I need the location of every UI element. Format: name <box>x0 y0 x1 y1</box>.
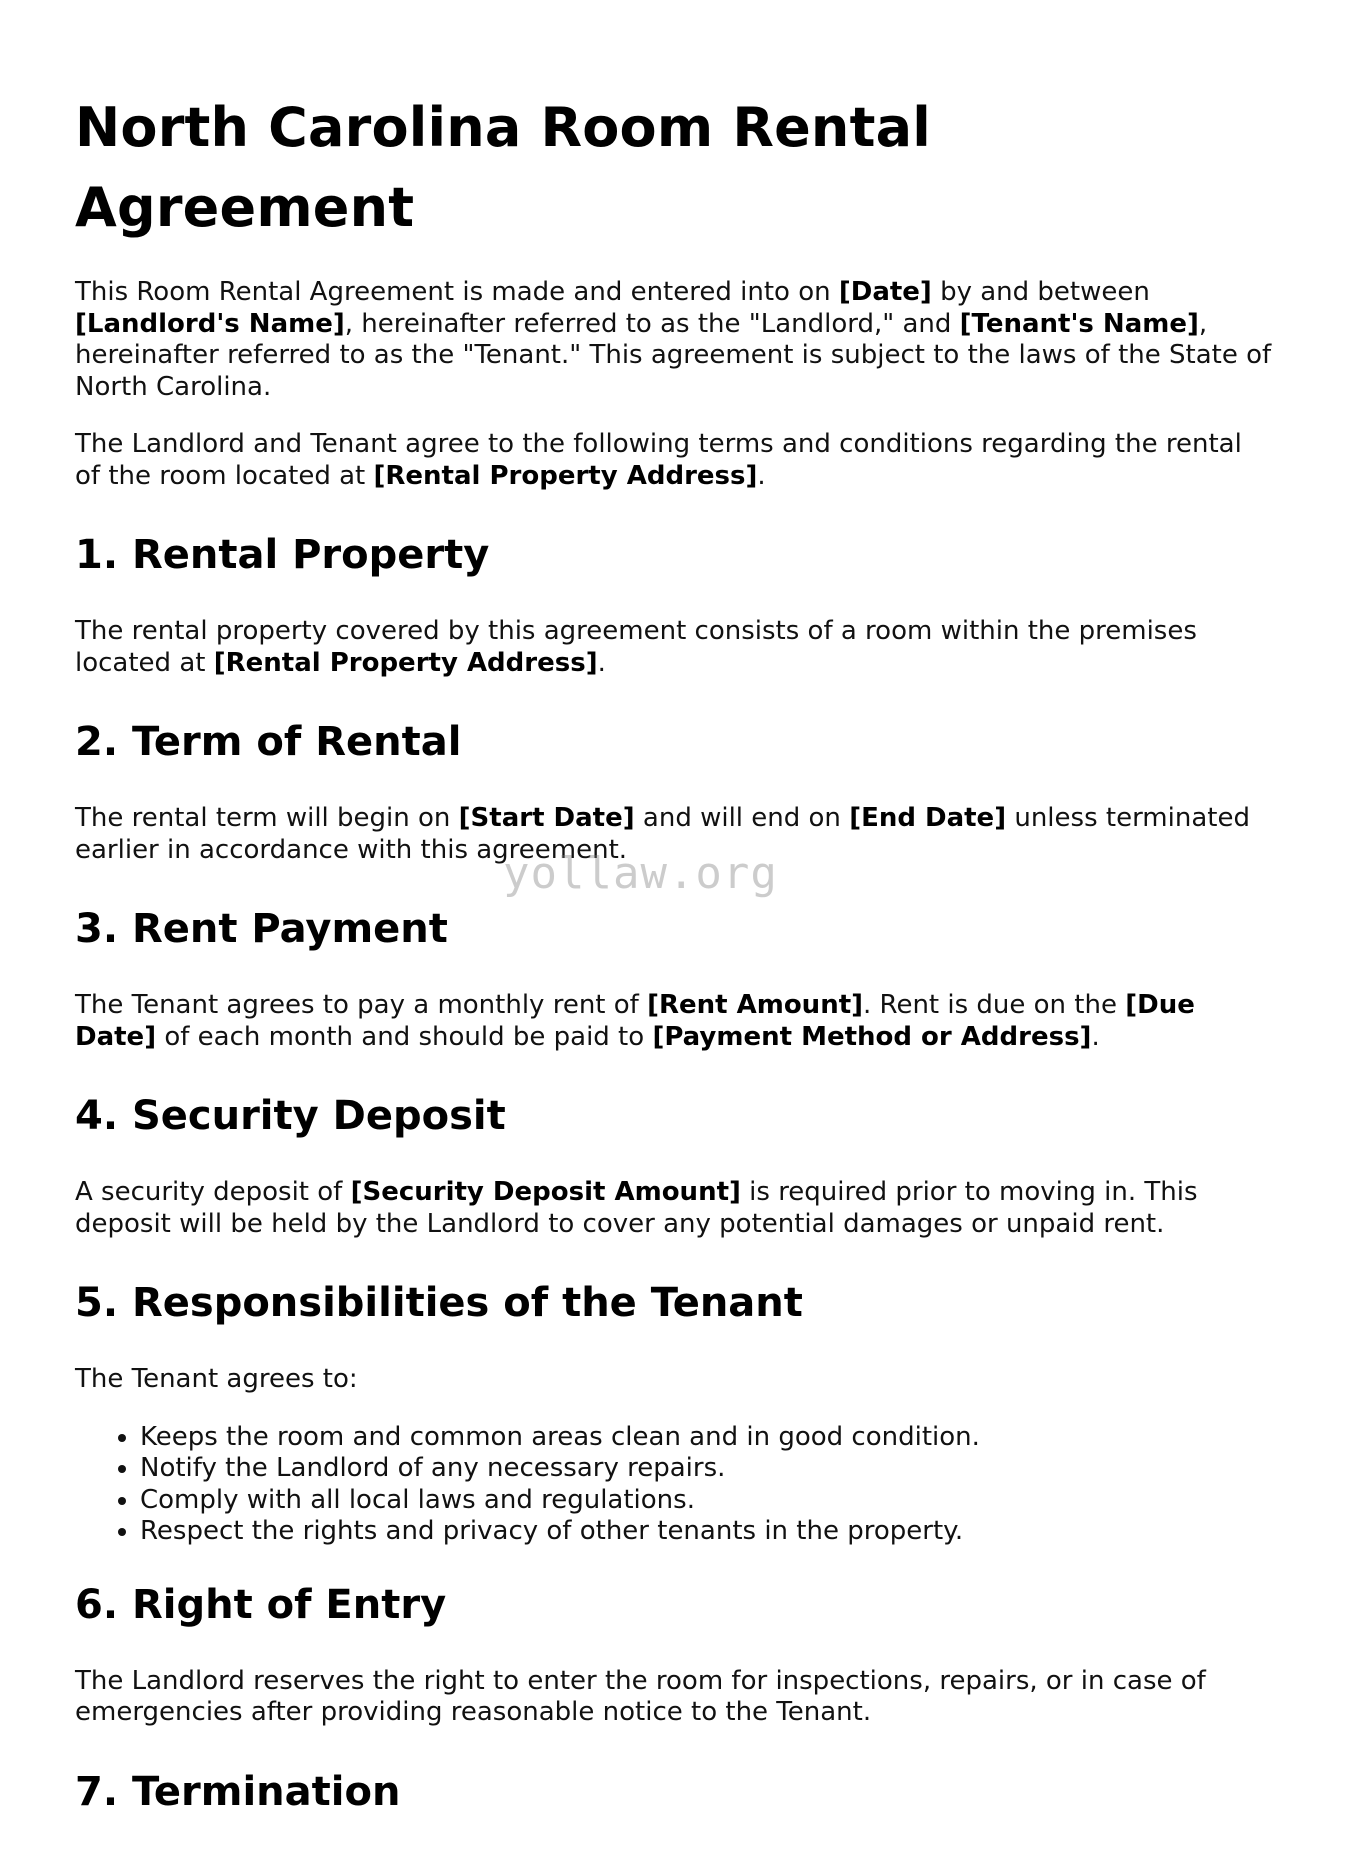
deposit-amount-placeholder: [Security Deposit Amount] <box>350 1177 741 1207</box>
section-heading-term-of-rental: 2. Term of Rental <box>75 719 462 765</box>
list-item: • Respect the rights and privacy of other tenants in the property. <box>140 1516 1275 1548</box>
responsibilities-list <box>75 1422 1275 1548</box>
document-page <box>75 88 1275 1853</box>
section-text: of each month and should be paid to <box>156 1021 653 1052</box>
section-text: is required prior to moving in. This deposit will be held by the Landlord to cover any potential damages or unpaid rent. <box>75 1177 1198 1239</box>
section-text: The rental term will begin on <box>75 803 459 833</box>
terms-intro-text: . <box>757 460 766 491</box>
section-text: A security deposit of <box>75 1177 351 1207</box>
section-heading-right-of-entry: 6. Right of Entry <box>75 1581 447 1628</box>
start-date-placeholder: [Start Date] <box>458 803 635 833</box>
address-placeholder: [Rental Property Address] <box>213 647 598 678</box>
due-date-placeholder: [Due Date] <box>75 990 1195 1052</box>
responsibilities-lead: The Tenant agrees to: <box>75 1364 358 1394</box>
right-of-entry-paragraph: The Landlord reserves the right to enter the room for inspections, repairs, or in case of emergencies after providing reasonable notice to the Tenant. <box>75 1665 1206 1727</box>
address-placeholder: [Rental Property Address] <box>373 460 758 491</box>
list-item: • Keeps the room and common areas clean and in good condition. <box>140 1422 1275 1454</box>
term-of-rental-paragraph <box>75 803 1275 866</box>
section-text: . Rent is due on the <box>863 990 1126 1020</box>
rent-amount-placeholder: [Rent Amount] <box>647 990 864 1020</box>
section-heading-security-deposit: 4. Security Deposit <box>75 1093 506 1139</box>
section-text: and will end on <box>634 803 850 833</box>
watermark: yollaw.org <box>503 848 778 899</box>
terms-intro-paragraph <box>75 429 1275 492</box>
landlord-name-placeholder: [Landlord's Name] <box>75 308 345 339</box>
list-item: • Comply with all local laws and regulations. <box>140 1485 1275 1517</box>
intro-text: by and between <box>931 277 1150 307</box>
section-heading-rental-property: 1. Rental Property <box>75 532 490 578</box>
document-title: North Carolina Room Rental Agreement <box>75 96 931 239</box>
date-placeholder: [Date] <box>838 277 932 307</box>
section-text: . <box>597 647 606 678</box>
section-text: unless terminated earlier in accordance with this agreement. <box>75 803 1250 865</box>
rental-property-paragraph <box>75 616 1275 679</box>
intro-text: This Room Rental Agreement is made and entered into on <box>75 277 839 307</box>
intro-text: , hereinafter referred to as the "Tenant." This agreement is subject to the laws of the State of North Carolina. <box>75 308 1272 402</box>
security-deposit-paragraph <box>75 1177 1275 1240</box>
section-text: The rental property covered by this agreement consists of a room within the premises located at <box>75 616 1197 678</box>
rent-payment-paragraph <box>75 990 1275 1053</box>
section-heading-tenant-responsibilities: 5. Responsibilities of the Tenant <box>75 1280 803 1326</box>
tenant-name-placeholder: [Tenant's Name] <box>959 308 1199 339</box>
section-text: The Tenant agrees to pay a monthly rent of <box>75 990 648 1020</box>
section-heading-termination: 7. Termination <box>75 1768 401 1815</box>
intro-paragraph <box>75 277 1275 403</box>
section-heading-rent-payment: 3. Rent Payment <box>75 906 448 952</box>
list-item: • Notify the Landlord of any necessary repairs. <box>140 1453 1275 1485</box>
end-date-placeholder: [End Date] <box>849 803 1007 833</box>
section-text: . <box>1091 1021 1100 1052</box>
terms-intro-text: The Landlord and Tenant agree to the following terms and conditions regarding the rental of the room located at <box>75 429 1242 491</box>
intro-text: , hereinafter referred to as the "Landlord," and <box>344 308 960 339</box>
payment-method-placeholder: [Payment Method or Address] <box>652 1021 1092 1052</box>
